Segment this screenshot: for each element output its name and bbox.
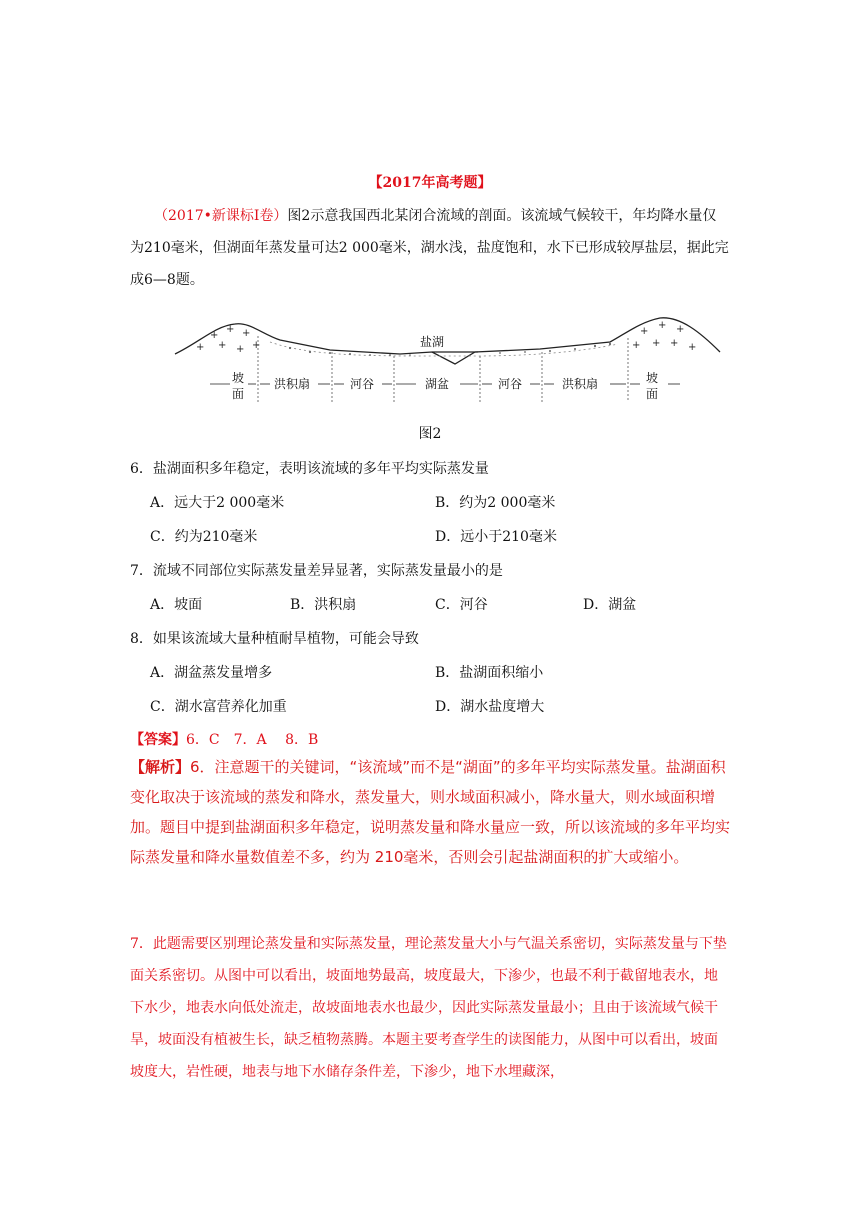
svg-text:+: + — [196, 342, 205, 353]
svg-text:+: + — [658, 320, 667, 331]
question-8-option-b: B．盐湖面积缩小 — [435, 665, 544, 681]
question-6-option-a: A．远大于2 000毫米 — [150, 495, 285, 511]
answer-text: 6．C 7．A 8．B — [186, 732, 319, 748]
analysis-label: 【解析】 — [130, 758, 191, 776]
svg-text:+: + — [226, 324, 235, 335]
svg-text:+: + — [688, 342, 697, 353]
svg-text:+: + — [236, 344, 245, 355]
question-6-option-d: D．远小于210毫米 — [435, 529, 557, 545]
bedrock-symbols — [196, 320, 696, 355]
question-7-option-c: C．河谷 — [435, 597, 488, 613]
fan-left-label: 洪积扇 — [274, 377, 311, 391]
svg-text:+: + — [632, 340, 641, 351]
answer-label: 【答案】 — [130, 732, 186, 748]
question-8-option-c: C．湖水富营养化加重 — [150, 699, 287, 715]
svg-text:+: + — [252, 340, 261, 351]
basin-label: 湖盆 — [425, 377, 450, 391]
svg-text:+: + — [640, 326, 649, 337]
question-8-stem: 8．如果该流域大量种植耐旱植物，可能会导致 — [130, 631, 419, 647]
svg-text:+: + — [242, 328, 251, 339]
question-6-stem: 6．盐湖面积多年稳定，表明该流域的多年平均实际蒸发量 — [130, 461, 489, 477]
gravel-dots — [289, 343, 611, 356]
basin-profile-figure — [170, 312, 730, 408]
question-6-option-c: C．约为210毫米 — [150, 529, 258, 545]
question-8-option-a: A．湖盆蒸发量增多 — [150, 665, 273, 681]
question-7-option-b: B．洪积扇 — [290, 597, 357, 613]
slope-right-label-1: 坡 — [646, 371, 659, 385]
question-7-option-a: A．坡面 — [150, 597, 203, 613]
question-7-stem: 7．流域不同部位实际蒸发量差异显著，实际蒸发量最小的是 — [130, 563, 503, 579]
intro-text: 图2示意我国西北某闭合流域的剖面。该流域气候较干，年均降水量仅为210毫米，但湖面年蒸发量可达2 000毫米，湖水浅，盐度饱和，水下已形成较厚盐层，据此完成6—8题。 — [130, 208, 729, 288]
fan-right-label: 洪积扇 — [562, 377, 599, 391]
slope-left-label-2: 面 — [232, 387, 245, 401]
answer-line — [130, 729, 318, 749]
analysis-q7: 7．此题需要区别理论蒸发量和实际蒸发量，理论蒸发量大小与气温关系密切，实际蒸发量与下垫面关系密切。从图中可以看出，坡面地势最高，坡度最大，下渗少，也最不利于截留地表水，地下水少，地表水向低处流走，故坡面地表水也最少，因此实际蒸发量最小；且由于该流域气候干旱，坡面没有植被生长，缺乏植物蒸腾。本题主要考查学生的读图能力，从图中可以看出，坡面坡度大，岩性硬，地表与地下水储存条件差，下渗少，地下水埋藏深， — [130, 936, 727, 1080]
question-source: （2017•新课标Ⅰ卷） — [154, 208, 288, 224]
svg-text:+: + — [670, 338, 679, 349]
intro-paragraph — [130, 200, 730, 296]
analysis-q6 — [130, 752, 730, 872]
figure-caption: 图2 — [418, 426, 442, 442]
section-title: 【2017年高考题】 — [368, 175, 492, 191]
question-8-option-d: D．湖水盐度增大 — [435, 699, 545, 715]
slope-left-label-1: 坡 — [232, 371, 245, 385]
question-6-option-b: B．约为2 000毫米 — [435, 495, 556, 511]
svg-text:+: + — [652, 338, 661, 349]
question-7-option-d: D．湖盆 — [583, 597, 637, 613]
svg-text:+: + — [218, 340, 227, 351]
slope-right-label-2: 面 — [646, 387, 659, 401]
svg-text:+: + — [676, 324, 685, 335]
analysis-q6-text: 6．注意题干的关键词，“该流域”而不是“湖面”的多年平均实际蒸发量。盐湖面积变化取决于该流域的蒸发和降水，蒸发量大，则水域面积减小，降水量大，则水域面积增加。题目中提到盐湖面积多年稳定，说明蒸发量和降水量应一致，所以该流域的多年平均实际蒸发量和降水量数值差不多，约为 210毫米，否则会引起盐湖面积的扩大或缩小。 — [130, 758, 731, 866]
valley-left-label: 河谷 — [350, 377, 375, 391]
svg-text:+: + — [210, 330, 219, 341]
lake-label: 盐湖 — [420, 335, 445, 349]
valley-right-label: 河谷 — [498, 377, 523, 391]
